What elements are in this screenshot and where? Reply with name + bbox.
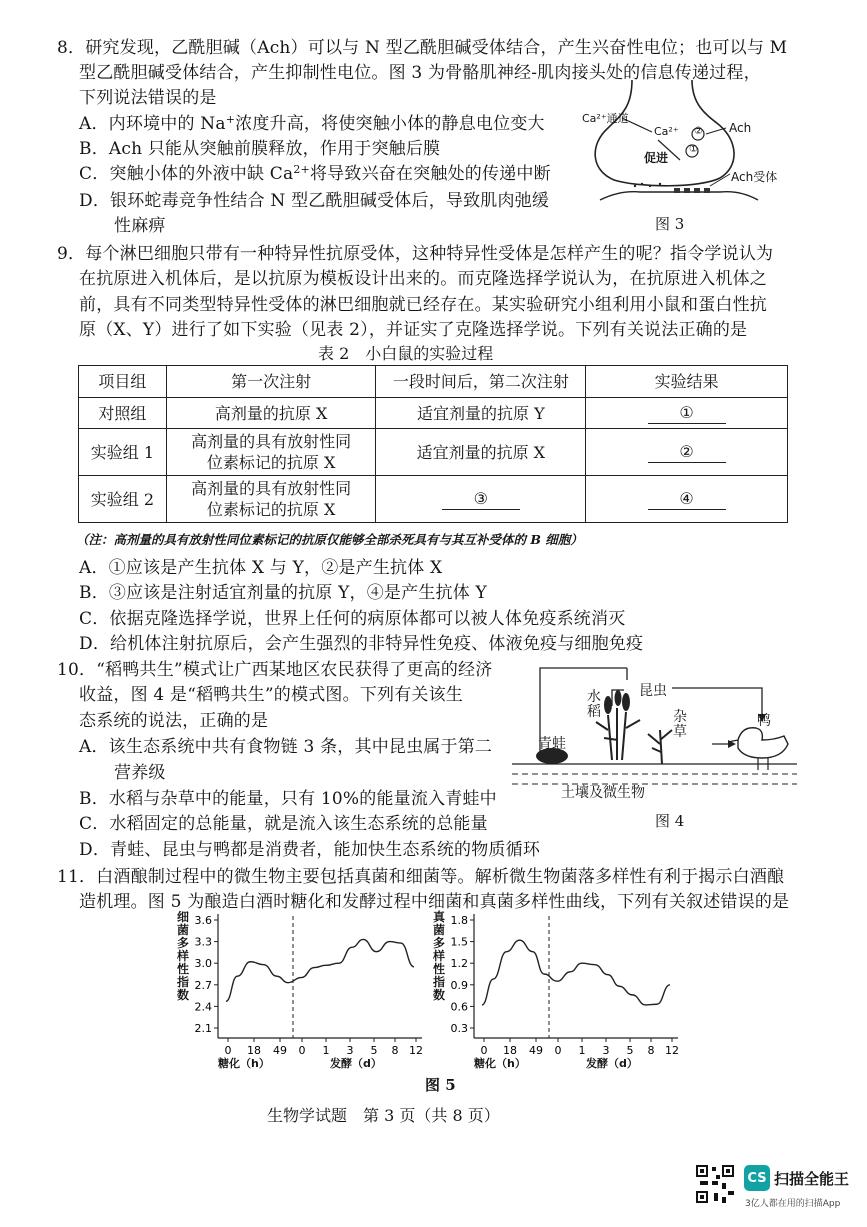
table-header-first: 第一次注射 [166, 366, 376, 398]
chart-fungi [446, 910, 691, 1070]
table-cell-result [586, 398, 788, 429]
x-tick-label: 0 [224, 1044, 232, 1057]
q8-option-c-pre: C．突触小体的外液中缺 Ca [79, 164, 294, 184]
table-cell-first-line-1: 高剂量的具有放射性同 [191, 479, 352, 498]
table-cell-first [166, 429, 376, 476]
table-cell-first-line-2: 位素标记的抗原 X [206, 500, 336, 519]
x-tick-label: 49 [529, 1044, 543, 1057]
fig3-ach-label: Ach [729, 121, 752, 135]
chart-2-xlabel-left: 糖化（h） [474, 1057, 526, 1070]
x-tick-label: 8 [647, 1044, 655, 1057]
table-note: （注：高剂量的具有放射性同位素标记的抗原仅能够全部杀死具有与其互补受体的 B 细胞） [76, 532, 583, 547]
x-tick-label: 1 [578, 1044, 586, 1057]
x-tick-label: 5 [626, 1044, 634, 1057]
y-tick-label: 3.3 [194, 935, 212, 949]
fig4-caption: 图 4 [655, 812, 685, 830]
y-tick-label: 3.0 [194, 957, 212, 971]
y-tick-label: 0.6 [450, 1000, 468, 1014]
table-cell-group: 实验组 1 [79, 429, 167, 476]
q10-line-1: 10．“稻鸭共生”模式让广西某地区农民获得了更高的经济 [57, 660, 493, 680]
q8-option-c [79, 159, 551, 184]
fig3-promote-label: 促进 [644, 151, 669, 165]
q9-line-1: 9．每个淋巴细胞只带有一种特异性抗原受体，这种特异性受体是怎样产生的呢？指令学说认为 [57, 244, 774, 264]
x-tick-label: 5 [370, 1044, 378, 1057]
chart-2-series-line [482, 940, 670, 1005]
table-header-second: 一段时间后，第二次注射 [376, 366, 586, 398]
q10-option-b: B．水稻与杂草中的能量，只有 10%的能量流入青蛙中 [79, 789, 497, 809]
x-tick-label: 0 [480, 1044, 488, 1057]
q8-option-a-pre: A．内环境中的 Na [79, 114, 226, 134]
table-2-caption: 表 2 小白鼠的实验过程 [318, 344, 494, 363]
page-footer: 生物学试题 第 3 页（共 8 页） [267, 1106, 500, 1125]
chart-1-xlabel-right: 发酵（d） [330, 1057, 382, 1070]
q9-option-a: A．①应该是产生抗体 X 与 Y，②是产生抗体 X [79, 558, 443, 578]
figure-3-synapse [580, 78, 795, 208]
table-header-result: 实验结果 [586, 366, 788, 398]
watermark-subtitle: 3亿人都在用的扫描App [745, 1199, 841, 1209]
x-tick-label: 0 [554, 1044, 562, 1057]
x-tick-label: 12 [665, 1044, 679, 1057]
q8-line-1: 8．研究发现，乙酰胆碱（Ach）可以与 N 型乙酰胆碱受体结合，产生兴奋性电位；也可以与 M [57, 38, 788, 58]
x-tick-label: 12 [409, 1044, 423, 1057]
y-tick-label: 1.2 [450, 957, 468, 971]
fig3-receptor-label: Ach受体 [731, 170, 778, 184]
x-tick-label: 49 [273, 1044, 287, 1057]
chart-bacteria [190, 910, 435, 1070]
fig3-marker-2: ② [694, 126, 703, 137]
x-tick-label: 18 [503, 1044, 517, 1057]
watermark-title: 扫描全能王 [774, 1170, 850, 1188]
q9-option-d: D．给机体注射抗原后，会产生强烈的非特异性免疫、体液免疫与细胞免疫 [79, 634, 644, 654]
table-cell-first [166, 476, 376, 523]
result-blank-1: ① [648, 402, 726, 424]
y-tick-label: 0.3 [450, 1022, 468, 1035]
table-cell-result [586, 476, 788, 523]
fig3-ion-label: Ca²⁺ [654, 125, 679, 138]
y-tick-label: 2.4 [194, 1000, 212, 1014]
y-tick-label: 1.8 [450, 914, 468, 927]
q9-line-4: 原（X、Y）进行了如下实验（见表 2），并证实了克隆选择学说。下列有关说法正确的是 [79, 320, 748, 340]
table-cell-group: 对照组 [79, 398, 167, 429]
x-tick-label: 8 [391, 1044, 399, 1057]
fig4-rice-label-1: 水 [587, 689, 601, 705]
q11-line-2: 造机理。图 5 为酿造白酒时糖化和发酵过程中细菌和真菌多样性曲线，下列有关叙述错误的是 [79, 892, 790, 912]
q9-option-c: C．依据克隆选择学说，世界上任何的病原体都可以被人体免疫系统消灭 [79, 609, 626, 629]
q8-line-2: 型乙酰胆碱受体结合，产生抑制性电位。图 3 为骨骼肌神经-肌肉接头处的信息传递过程， [79, 63, 761, 83]
table-cell-result [586, 429, 788, 476]
table-cell-second: 适宜剂量的抗原 Y [376, 398, 586, 429]
table-header-group: 项目组 [79, 366, 167, 398]
fig4-insect-label: 昆虫 [639, 683, 667, 699]
q8-option-c-post: 将导致兴奋在突触处的传递中断 [309, 164, 551, 184]
table-header-row [79, 366, 788, 398]
table-cell-second [376, 476, 586, 523]
q8-option-d-1: D．银环蛇毒竞争性结合 N 型乙酰胆碱受体后，导致肌肉弛缓 [79, 191, 550, 211]
y-tick-label: 2.1 [194, 1022, 212, 1035]
q9-line-2: 在抗原进入机体后，是以抗原为模板设计出来的。而克隆选择学说认为，在抗原进入机体之 [79, 269, 767, 289]
y-tick-label: 3.6 [194, 914, 212, 927]
q8-option-a-sup: + [225, 113, 236, 126]
q10-option-d: D．青蛙、昆虫与鸭都是消费者，能加快生态系统的物质循环 [79, 840, 541, 860]
x-tick-label: 18 [247, 1044, 261, 1057]
fig3-channel-label: Ca²⁺通道 [582, 112, 629, 125]
q10-option-c: C．水稻固定的总能量，就是流入该生态系统的总能量 [79, 814, 488, 834]
y-tick-label: 2.7 [194, 978, 212, 992]
table-cell-first-line-2: 位素标记的抗原 X [206, 453, 336, 472]
q10-option-a-2: 营养级 [114, 763, 166, 783]
qr-code-icon [694, 1163, 736, 1205]
chart-1-ylabel: 细菌多样性指数 [177, 910, 190, 1002]
table-cell-first: 高剂量的抗原 X [166, 398, 376, 429]
q9-option-b: B．③应该是注射适宜剂量的抗原 Y，④是产生抗体 Y [79, 583, 487, 603]
table-cell-second: 适宜剂量的抗原 X [376, 429, 586, 476]
q8-option-d-2: 性麻痹 [114, 216, 166, 236]
fig4-frog-label: 青蛙 [538, 736, 566, 752]
second-injection-blank-3: ③ [442, 488, 520, 510]
q8-option-a [79, 109, 545, 134]
fig4-rice-label-2: 稻 [587, 704, 601, 720]
table-cell-group: 实验组 2 [79, 476, 167, 523]
x-tick-label: 3 [602, 1044, 610, 1057]
chart-2-ylabel: 真菌多样性指数 [433, 910, 446, 1002]
q8-option-c-sup: 2+ [293, 163, 310, 176]
q11-line-1: 11．白酒酿制过程中的微生物主要包括真菌和细菌等。解析微生物菌落多样性有利于揭示白酒酿 [57, 867, 785, 887]
y-tick-label: 0.9 [450, 978, 468, 992]
table-cell-first-line-1: 高剂量的具有放射性同 [191, 432, 352, 451]
fig4-weed-label-1: 杂 [673, 709, 687, 725]
fig3-marker-1: ① [689, 144, 698, 155]
fig4-weed-label-2: 草 [673, 724, 687, 740]
q9-line-3: 前，具有不同类型特异性受体的淋巴细胞就已经存在。某实验研究小组利用小鼠和蛋白性抗 [79, 295, 767, 315]
table-row [79, 476, 788, 523]
table-row [79, 429, 788, 476]
table-row [79, 398, 788, 429]
x-tick-label: 1 [322, 1044, 330, 1057]
q8-line-3: 下列说法错误的是 [79, 88, 217, 108]
chart-1-xlabel-left: 糖化（h） [218, 1057, 270, 1070]
fig3-caption: 图 3 [655, 215, 685, 233]
y-tick-label: 1.5 [450, 935, 468, 949]
fig5-caption: 图 5 [425, 1076, 456, 1094]
fig4-soil-label: 土壤及微生物 [561, 785, 645, 801]
q8-option-a-post: 浓度升高，将使突触小体的静息电位变大 [235, 114, 545, 134]
q10-option-a-1: A．该生态系统中共有食物链 3 条，其中昆虫属于第二 [79, 737, 493, 757]
chart-1-series-line [226, 939, 414, 1001]
q8-option-b: B．Ach 只能从突触前膜释放，作用于突触后膜 [79, 139, 441, 159]
q10-line-2: 收益，图 4 是“稻鸭共生”的模式图。下列有关该生 [79, 685, 464, 705]
chart-2-xlabel-right: 发酵（d） [586, 1057, 638, 1070]
experiment-table [78, 365, 788, 523]
camscanner-logo-icon: CS [744, 1165, 770, 1191]
result-blank-4: ④ [648, 488, 726, 510]
result-blank-2: ② [648, 441, 726, 463]
q10-line-3: 态系统的说法，正确的是 [79, 711, 269, 731]
x-tick-label: 0 [298, 1044, 306, 1057]
fig4-duck-label: 鸭 [757, 713, 771, 729]
x-tick-label: 3 [346, 1044, 354, 1057]
